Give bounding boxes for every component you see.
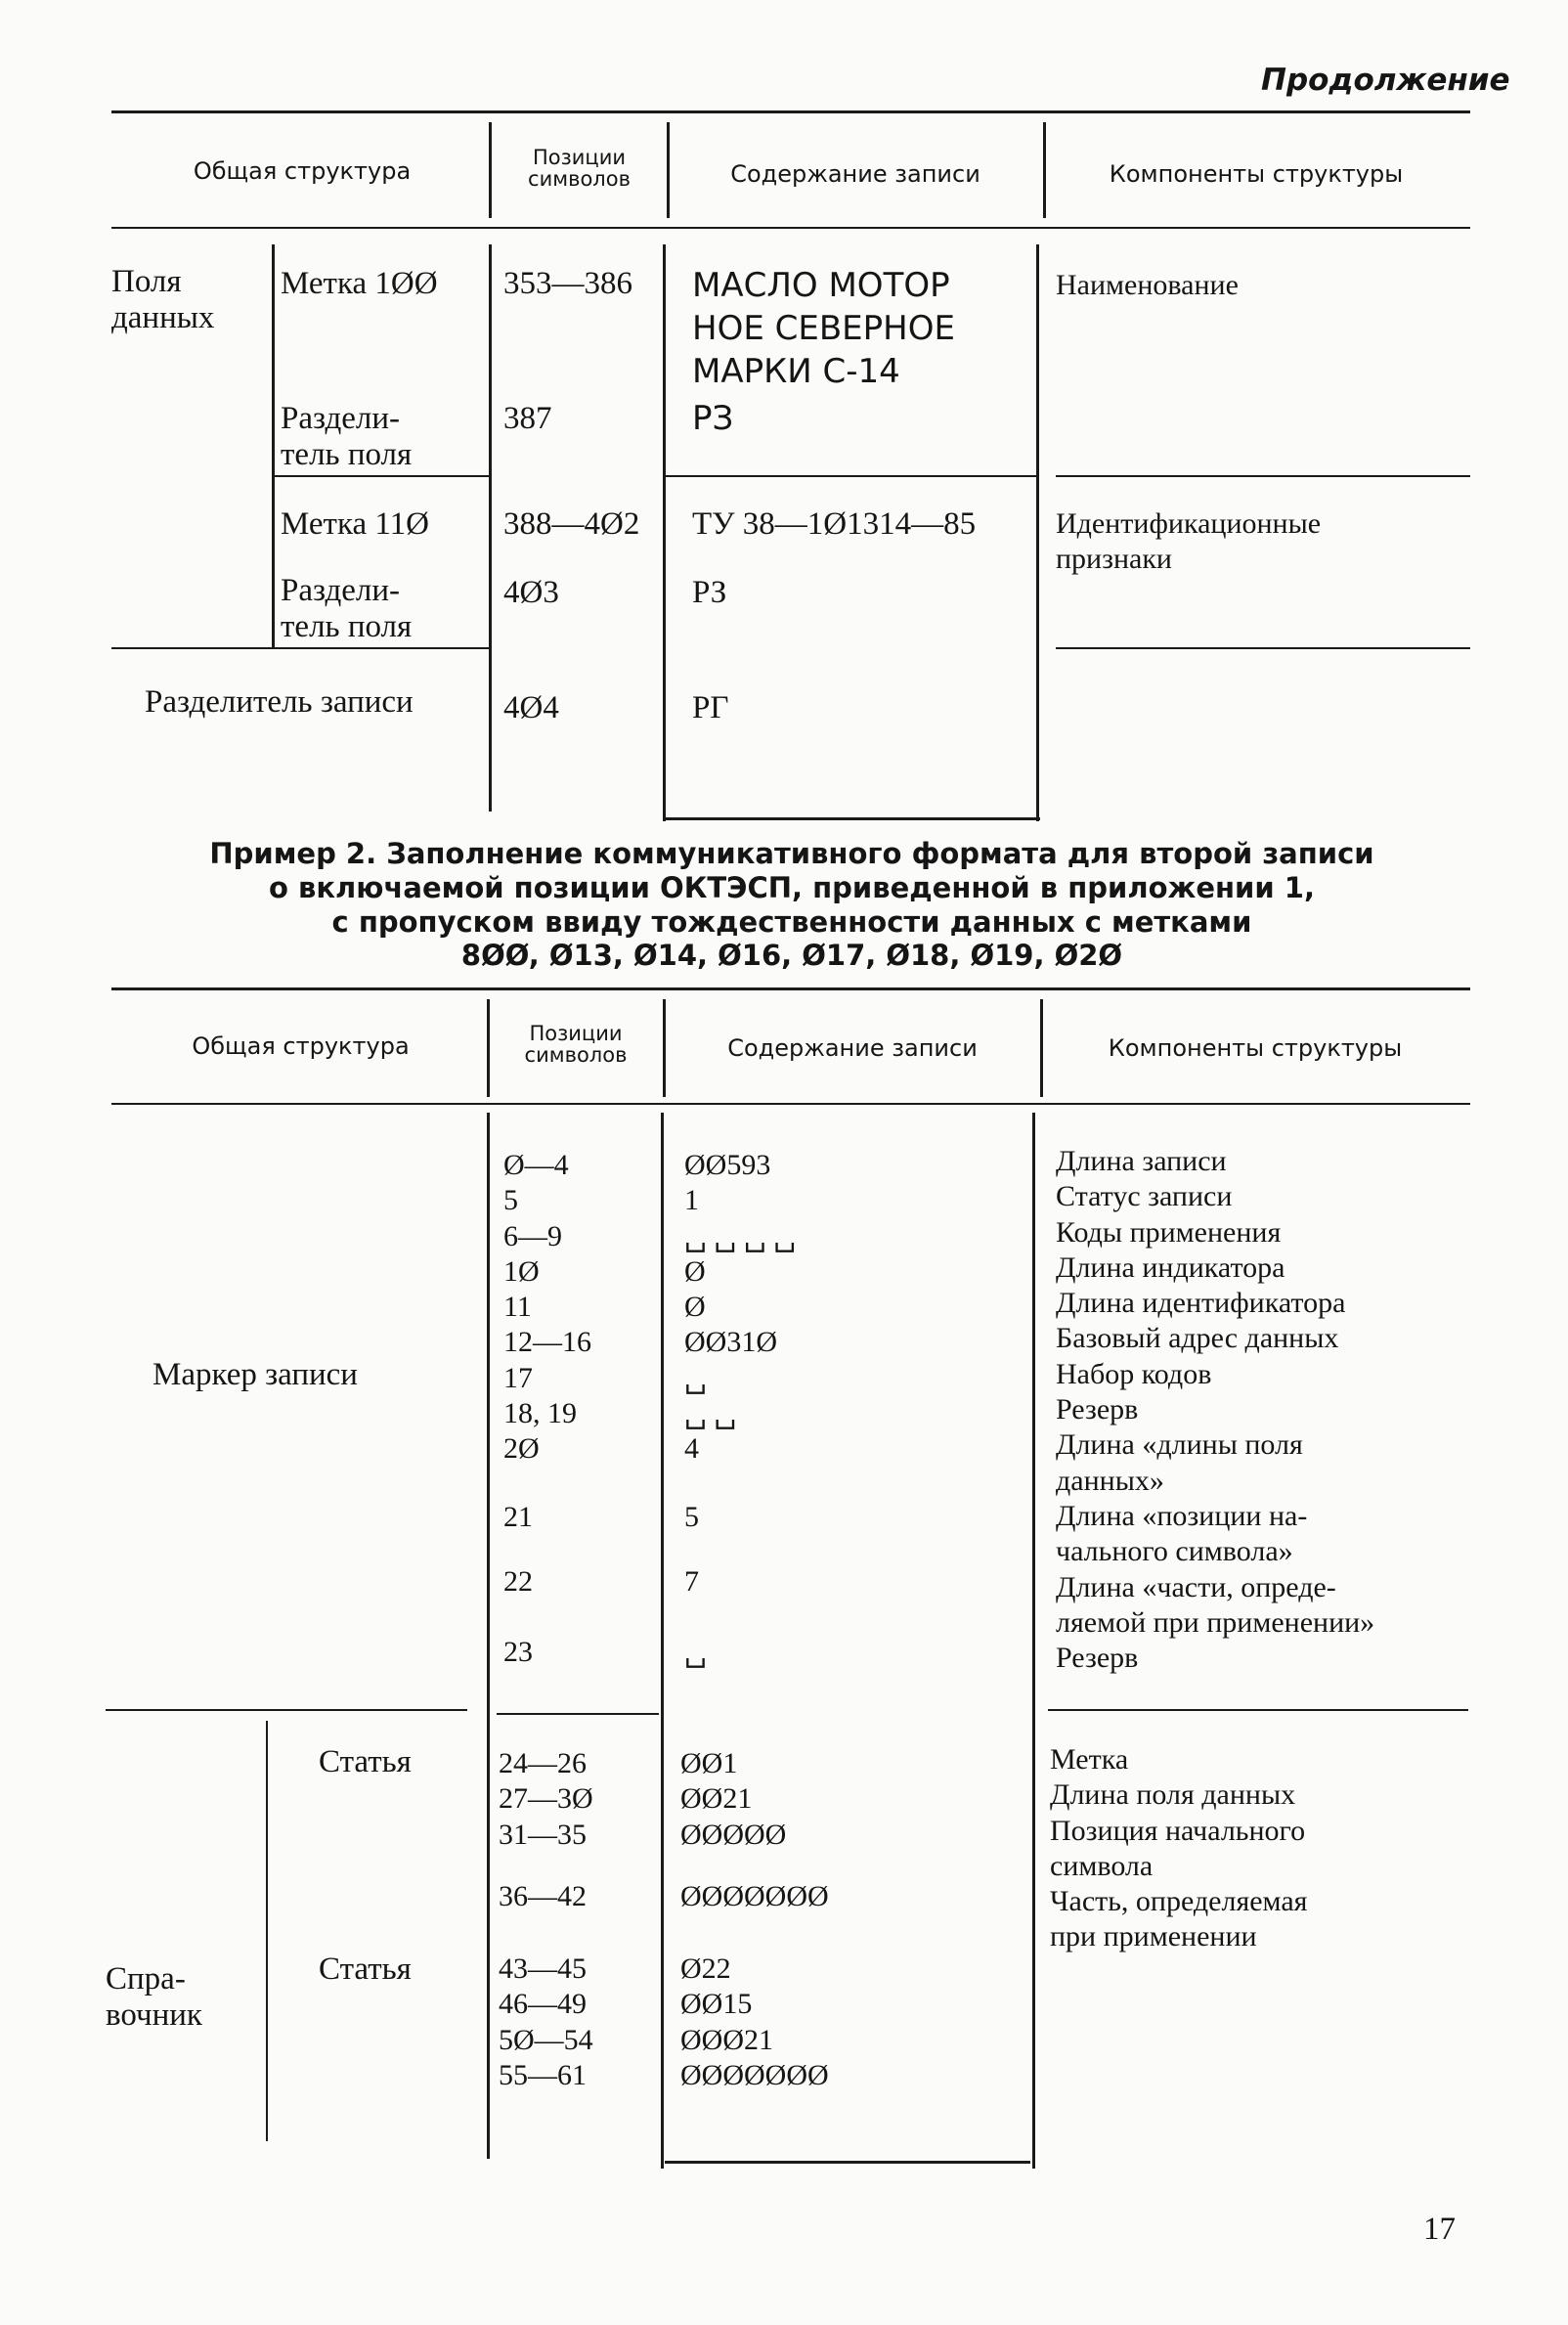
table1-divider <box>1036 244 1039 821</box>
article1-positions: 24—26 27—3Ø 31—35 <box>499 1747 593 1851</box>
record-separator-content: РГ <box>692 690 729 725</box>
table2-divider <box>661 1113 664 2169</box>
t1-row1-component: Наименование <box>1056 269 1239 301</box>
marker-position-21: 21 <box>503 1501 533 1533</box>
table1-row-rule <box>1056 475 1470 477</box>
marker-content-23: ␣ <box>684 1636 707 1668</box>
marker-content-21: 5 <box>684 1501 699 1533</box>
table1-top-rule <box>111 110 1470 113</box>
article1-extra-position: 36—42 <box>499 1880 587 1912</box>
record-marker-label: Маркер записи <box>152 1357 358 1392</box>
marker-contents: ØØ593 1 ␣ ␣ ␣ ␣ Ø Ø ØØ31Ø ␣ ␣ ␣ 4 <box>684 1149 797 1466</box>
example-caption: Пример 2. Заполнение коммуникативного формата для второй записи о включаемой позиции ОКТЭСП, приведенной в приложении 1, с пропуском ввиду тождественности данных с метками 8ØØ, Ø13, Ø14, Ø16, Ø17, Ø18, Ø19, Ø2Ø <box>209 837 1374 973</box>
table2-row-rule <box>1048 1709 1468 1711</box>
table1-bottom-rule <box>665 817 1040 820</box>
marker-position-23: 23 <box>503 1636 533 1668</box>
directory-label: Спра- вочник <box>106 1961 202 2033</box>
table1-divider <box>663 244 666 821</box>
table1-header-divider <box>489 122 492 218</box>
t1-row3-content: ТУ 38—1Ø1314—85 <box>692 506 977 542</box>
header-general-structure: Общая структура <box>193 157 412 185</box>
article1-contents: ØØ1 ØØ21 ØØØØØ <box>680 1747 787 1851</box>
t1-row2-element: Раздели- тель поля <box>281 401 413 472</box>
record-separator-positions: 4Ø4 <box>503 690 559 725</box>
table2-row-rule <box>106 1709 467 1711</box>
header-content: Содержание записи <box>730 160 980 188</box>
page-number: 17 <box>1423 2212 1456 2247</box>
table2-header-divider <box>487 999 490 1097</box>
table1-row-rule <box>272 475 489 477</box>
header-components: Компоненты структуры <box>1109 160 1404 188</box>
article2-positions: 43—45 46—49 5Ø—54 55—61 <box>499 1952 593 2091</box>
table1-row-rule <box>1056 647 1470 649</box>
directory-components: Метка Длина поля данных Позиция начального символа Часть, определяемая при применении <box>1050 1743 1308 1953</box>
article2-contents: Ø22 ØØ15 ØØØ21 ØØØØØØØ <box>680 1952 829 2091</box>
header2-positions: Позиции символов <box>524 1022 628 1068</box>
header-positions: Позиции символов <box>528 146 631 192</box>
t1-row2-positions: 387 <box>503 401 552 436</box>
t1-row1-element: Метка 1ØØ <box>281 266 438 301</box>
record-separator-label: Разделитель записи <box>145 684 414 720</box>
t1-row3-positions: 388—4Ø2 <box>503 506 640 542</box>
table1-divider <box>489 244 492 812</box>
marker-components: Длина записи Статус записи Коды применения Длина индикатора Длина идентификатора Базовый адрес данных Набор кодов Резерв Длина «длины поля данных» Длина «позиции на- чального символа» Длина «части, опреде- ляемой при применении» Резерв <box>1056 1145 1375 1675</box>
t1-row4-content: РЗ <box>692 575 727 610</box>
table2-top-rule <box>111 987 1470 990</box>
table2-divider <box>1032 1113 1035 2169</box>
article1-extra-content: ØØØØØØØ <box>680 1880 829 1912</box>
data-fields-label: Поля данных <box>111 264 215 335</box>
t1-row1-positions: 353—386 <box>503 266 632 301</box>
t1-row3-element: Метка 11Ø <box>281 506 430 542</box>
table2-row-rule <box>497 1713 659 1715</box>
table1-row-rule <box>111 647 489 649</box>
table2-header-rule <box>111 1103 1470 1105</box>
table2-bottom-rule <box>665 2161 1030 2164</box>
article2-label: Статья <box>319 1952 412 1987</box>
table2-divider <box>266 1721 268 2141</box>
marker-content-22: 7 <box>684 1565 699 1598</box>
table2-header-divider <box>1040 999 1043 1097</box>
t1-row3-component: Идентификационные признаки <box>1056 507 1322 575</box>
table1-row-rule <box>665 475 1036 477</box>
table1-divider <box>272 244 275 647</box>
marker-positions: Ø—4 5 6—9 1Ø 11 12—16 17 18, 19 2Ø <box>503 1149 591 1466</box>
table1-header-rule <box>111 227 1470 229</box>
t1-row4-positions: 4Ø3 <box>503 575 559 610</box>
table2-divider <box>487 1113 490 2159</box>
t1-row1-content: МАСЛО МОТОР НОЕ СЕВЕРНОЕ МАРКИ С-14 <box>692 266 955 392</box>
header2-general-structure: Общая структура <box>192 1032 410 1060</box>
header2-components: Компоненты структуры <box>1108 1034 1403 1062</box>
marker-position-22: 22 <box>503 1565 533 1598</box>
header2-content: Содержание записи <box>727 1034 978 1062</box>
t1-row4-element: Раздели- тель поля <box>281 573 413 644</box>
t1-row2-content: РЗ <box>692 399 734 438</box>
table2-header-divider <box>663 999 666 1097</box>
continued-label: Продолжение <box>1261 63 1510 98</box>
article1-label: Статья <box>319 1744 412 1779</box>
